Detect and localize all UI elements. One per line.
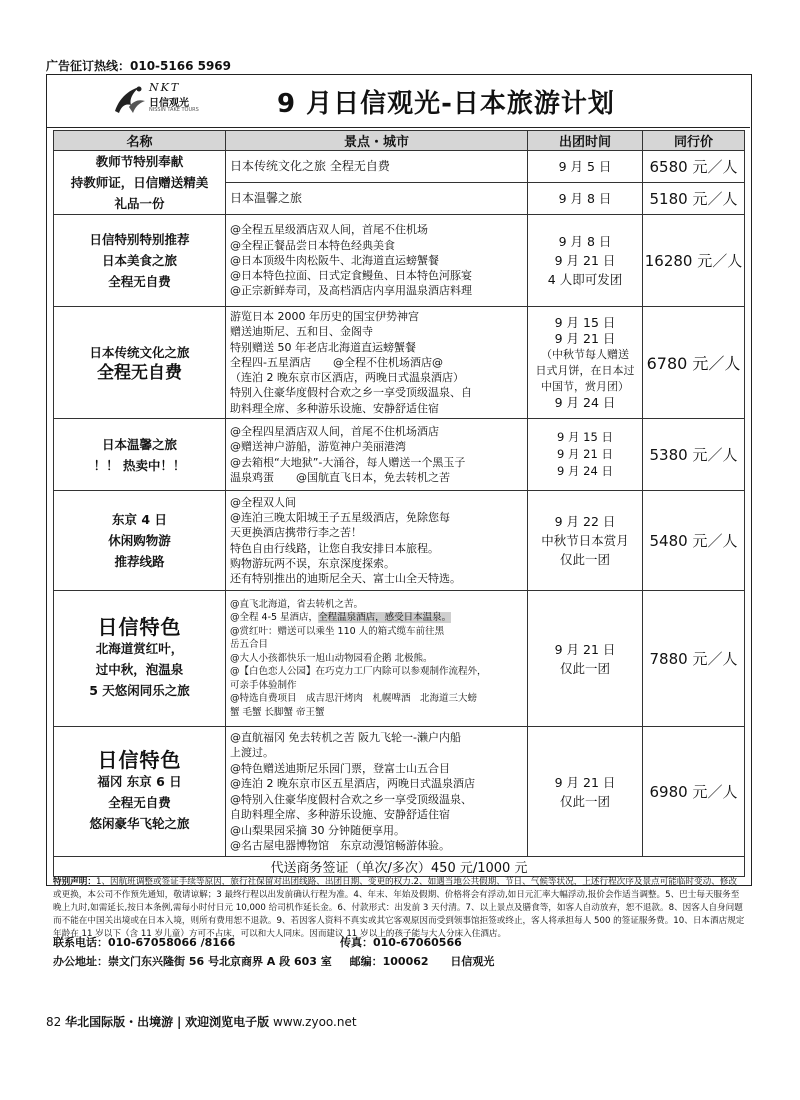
date-line: 日式月饼，在日本过 — [535, 363, 635, 377]
spot-line: 自助料理全席、多种游乐设施、安静舒适住宿 — [230, 808, 450, 821]
date-line: 9 月 24 日 — [557, 464, 613, 478]
special-statement — [53, 876, 745, 941]
tour-name-line: 礼品一份 — [114, 196, 165, 211]
special-statement-text: 1、因航班调整或签证手续等原因，旅行社保留对出团线路、出团日期、变更的权力.2、如遇当地公共假期、节日、气候等状况，上述行程次序及景点可能临时变动、修改或更换，本公司不作预先通知，敬请谅解；3 最终行程以出发前确认行程为准。4、年末、年始及假期、价格将会有浮动,如日元汇率大幅浮动,报价会作适当调整。5、巴士每天服务至晚上九时,如需延长,按日本条例,需每小时付日元 10,000 给司机作延长金。6、付款形式：出发前 3 天付清。7、以上景点及膳食等，如客人自动放弃，恕不退款。8、因客人自身问题而不能在中国关出境或在日本入境，则所有费用恕不退款。9、若因客人资料不真实或其它客观原因而受到领事馆拒签或终止，客人将承担每人 500 的签证服务费。10、日本酒店规定年龄在 11 岁以下（含 11 岁儿童）方可不占床，可以和大人同床。因而建议 11 岁以上的孩子能与大人分床入住酒店。 — [53, 877, 745, 939]
spot-line: @名古屋电器博物馆 东京动漫馆畅游体验。 — [230, 839, 450, 852]
tour-spot: 日本温馨之旅 — [226, 183, 528, 215]
date-line: 9 月 8 日 — [558, 234, 612, 249]
spot-line: 还有特别推出的迪斯尼全天、富士山全天特选。 — [230, 572, 461, 586]
spot-line: @去箱根“大地狱”-大涌谷，每人赠送一个黑玉子 — [230, 455, 466, 469]
spot-line: 特别入住豪华度假村合欢之乡一享受顶级温泉、自 — [230, 386, 472, 400]
spot-line: 温泉鸡蛋 @国航直飞日本，免去转机之苦 — [230, 470, 450, 484]
tour-price: 5380 元／人 — [643, 419, 745, 491]
tour-date: 9 月 5 日 — [528, 151, 643, 183]
tour-name-line: 悠闲豪华飞轮之旅 — [89, 815, 190, 831]
tour-price: 6780 元／人 — [643, 307, 745, 419]
brand-title: 日信特色 — [97, 747, 182, 772]
tour-name — [54, 419, 226, 491]
tour-date — [528, 727, 643, 857]
tour-date — [528, 419, 643, 491]
tour-name — [54, 151, 226, 215]
date-line: 中国节，赏月团） — [541, 379, 629, 393]
spot-line: @全程正餐品尝日本特色经典美食 — [230, 238, 395, 252]
tour-name-line: 日本美食之旅 — [101, 253, 177, 268]
tour-price: 16280 元／人 — [643, 215, 745, 307]
date-line: 9 月 21 日 — [554, 774, 616, 790]
tour-spot — [226, 215, 528, 307]
table-row — [54, 727, 745, 857]
date-line: 9 月 22 日 — [554, 514, 616, 529]
spot-segment: @全程 4-5 星酒店， — [230, 612, 319, 624]
col-header-spot: 景点・城市 — [226, 131, 528, 151]
tour-price: 5480 元／人 — [643, 491, 745, 591]
tour-spot: 日本传统文化之旅 全程无自费 — [226, 151, 528, 183]
date-line: （中秋节每人赠送 — [541, 347, 629, 361]
col-header-name: 名称 — [54, 131, 226, 151]
date-line: 4 人即可发团 — [547, 272, 623, 287]
tour-name-line: ！！ 热卖中！！ — [93, 457, 186, 473]
spot-line: 特色自由行线路，让您自我安排日本旅程。 — [230, 541, 439, 555]
tour-name — [54, 215, 226, 307]
tour-name-line: 日信特别特别推荐 — [89, 232, 190, 247]
spot-line: 购物游玩两不误，东京深度探索。 — [230, 556, 395, 570]
spot-line: @【白色恋人公园】在巧克力工厂内除可以参观制作流程外， — [230, 666, 487, 678]
contact-company: 日信观光 — [450, 955, 495, 968]
tour-spot — [226, 419, 528, 491]
spot-line: 蟹 毛蟹 长脚蟹 帝王蟹 — [230, 706, 325, 718]
tour-name-line: 教师节特别奉献 — [95, 154, 184, 169]
contact-postcode: 邮编：100062 — [349, 955, 429, 968]
tour-name-line: 日本温馨之旅 — [101, 436, 177, 452]
spot-line: @全程双人间 — [230, 495, 296, 509]
spot-line: @连泊 2 晚东京市区五星酒店，两晚日式温泉酒店 — [230, 777, 475, 790]
date-line: 9 月 15 日 — [554, 314, 616, 330]
tour-name-line: 休闲购物游 — [108, 533, 171, 548]
page-title: 9 月日信观光-日本旅游计划 — [277, 89, 615, 119]
ad-hotline: 广告征订热线：010-5166 5969 — [46, 59, 232, 73]
spot-line: @特色赠送迪斯尼乐园门票，登富士山五合目 — [230, 761, 450, 775]
contact-phone: 联系电话：010-67058066 /8166 — [53, 936, 236, 949]
tour-price: 6980 元／人 — [643, 727, 745, 857]
spot-line — [230, 611, 523, 625]
tour-name — [54, 591, 226, 727]
spot-line: @全程四星酒店双人间，首尾不住机场酒店 — [230, 424, 439, 438]
logo-cn-text: 日信观光 — [149, 98, 189, 109]
highlight-segment: 全程温泉酒店，感受日本温泉。 — [318, 612, 452, 624]
table-row — [54, 151, 745, 183]
col-header-price: 同行价 — [643, 131, 745, 151]
tour-name-line: 北海道赏红叶， — [95, 640, 184, 656]
date-line: 9 月 21 日 — [554, 641, 616, 657]
tour-name-line: 东京 4 日 — [112, 512, 167, 527]
spot-line: 可亲手体验制作 — [230, 679, 297, 691]
spot-line: @特别入住豪华度假村合欢之乡一享受顶级温泉、 — [230, 792, 472, 806]
spot-line: @正宗新鲜寿司，及高档酒店内享用温泉酒店料理 — [230, 284, 472, 298]
nkt-logo — [109, 79, 219, 123]
contact-address-line — [53, 953, 494, 969]
spot-line: @赠送神户游船，游览神户美丽港湾 — [230, 440, 406, 454]
tour-price: 6580 元／人 — [643, 151, 745, 183]
footer-welcome: 欢迎浏览电子版 — [185, 1015, 270, 1029]
date-line: 仅此一团 — [559, 660, 610, 676]
tour-date — [528, 215, 643, 307]
date-line: 中秋节日本赏月 — [541, 533, 629, 548]
table-row — [54, 307, 745, 419]
tour-date — [528, 591, 643, 727]
tour-name-line: 福冈 东京 6 日 — [97, 773, 182, 789]
page-number: 82 — [46, 1015, 62, 1029]
header — [47, 75, 750, 128]
date-line: 仅此一团 — [559, 552, 610, 567]
spot-line: 赠送迪斯尼、五和目、金阁寺 — [230, 325, 373, 339]
logo-nkt-text: NKT — [149, 81, 181, 94]
spot-line: @直飞北海道，省去转机之苦。 — [230, 598, 364, 610]
footer-separator: | — [176, 1015, 182, 1029]
spot-line: @山梨果园采摘 30 分钟随便享用。 — [230, 823, 405, 837]
spot-line: @大人小孩都快乐一旭山动物园看企鹅 北极熊。 — [230, 652, 433, 664]
spot-line: （连泊 2 晚东京市区酒店，两晚日式温泉酒店） — [230, 371, 464, 385]
spot-line: 助料理全席、多种游乐设施、安静舒适住宿 — [230, 401, 439, 415]
footer-url[interactable]: www.zyoo.net — [273, 1015, 357, 1029]
tour-table — [53, 130, 745, 877]
brand-title: 日信特色 — [97, 614, 182, 639]
spot-line: 特别赠送 50 年老店北海道直运螃蟹餐 — [230, 340, 416, 354]
tour-spot — [226, 491, 528, 591]
tour-date — [528, 491, 643, 591]
tour-name-line: 全程无自费 — [97, 362, 182, 383]
tour-name — [54, 307, 226, 419]
spot-line: @日本顶级牛肉松阪牛、北海道直运螃蟹餐 — [230, 253, 439, 267]
special-statement-title: 特别声明： — [53, 877, 96, 887]
agency-row — [54, 857, 745, 877]
date-line: 9 月 24 日 — [554, 394, 616, 410]
spot-line: 天更换酒店携带行李之苦！ — [230, 526, 362, 540]
col-header-date: 出团时间 — [528, 131, 643, 151]
date-line: 9 月 15 日 — [557, 430, 613, 444]
spot-line: @连泊三晚太阳城王子五星级酒店，免除您每 — [230, 510, 450, 524]
spot-line: @日本特色拉面、日式定食鳗鱼、日本特色河豚宴 — [230, 269, 472, 283]
tour-price: 7880 元／人 — [643, 591, 745, 727]
table-row — [54, 215, 745, 307]
contact-fax-line — [340, 934, 462, 950]
date-line: 仅此一团 — [559, 793, 610, 809]
spot-line: @特选自费项目 成吉思汗烤肉 札幌啤酒 北海道三大螃 — [230, 693, 478, 705]
spot-line: 全程四-五星酒店 @全程不住机场酒店@ — [230, 355, 443, 369]
contact-address: 办公地址：崇文门东兴隆街 56 号北京商界 A 段 603 室 — [53, 955, 332, 968]
tour-name-line: 日本传统文化之旅 — [89, 344, 190, 360]
spot-line: 游览日本 2000 年历史的国宝伊势神宫 — [230, 309, 419, 323]
table-row — [54, 591, 745, 727]
table-row — [54, 419, 745, 491]
table-header-row — [54, 131, 745, 151]
tour-plan-frame — [46, 74, 752, 886]
tour-date: 9 月 8 日 — [528, 183, 643, 215]
tour-date — [528, 307, 643, 419]
date-line: 9 月 21 日 — [557, 447, 613, 461]
date-line: 9 月 21 日 — [554, 330, 616, 346]
tour-name — [54, 727, 226, 857]
date-line: 9 月 21 日 — [554, 253, 616, 268]
visa-agency-note: 代送商务签证（单次/多次）450 元/1000 元 — [54, 857, 745, 877]
tour-name-line: 推荐线路 — [114, 554, 165, 569]
spot-line: @全程五星级酒店双人间，首尾不住机场 — [230, 223, 428, 237]
footer-section: 华北国际版・出境游 — [65, 1015, 174, 1029]
tour-name-line: 过中秋，泡温泉 — [95, 661, 184, 677]
spot-line: 上渡过。 — [230, 746, 274, 759]
tour-price: 5180 元／人 — [643, 183, 745, 215]
spot-line: @赏红叶：赠送可以乘坐 110 人的箱式缆车前往黑 — [230, 625, 445, 637]
tour-name — [54, 491, 226, 591]
spot-line: @直航福冈 免去转机之苦 阪九飞轮一-濑户内船 — [230, 730, 461, 744]
spot-line: 岳五合目 — [230, 639, 269, 651]
tour-spot — [226, 591, 528, 727]
tour-spot — [226, 727, 528, 857]
tour-spot — [226, 307, 528, 419]
logo-sub-text: NISSIN TAKE TOURS — [149, 107, 199, 113]
contact-phone-line — [53, 934, 235, 950]
tour-name-line: 全程无自费 — [108, 794, 171, 810]
tour-name-line: 持教师证，日信赠送精美 — [70, 175, 209, 190]
page-footer — [46, 1013, 357, 1030]
table-row — [54, 491, 745, 591]
contact-fax: 传真：010-67060566 — [340, 936, 462, 949]
tour-name-line: 5 天悠闲同乐之旅 — [89, 682, 190, 698]
tour-name-line: 全程无自费 — [108, 274, 171, 289]
phoenix-logo-icon — [109, 81, 149, 119]
